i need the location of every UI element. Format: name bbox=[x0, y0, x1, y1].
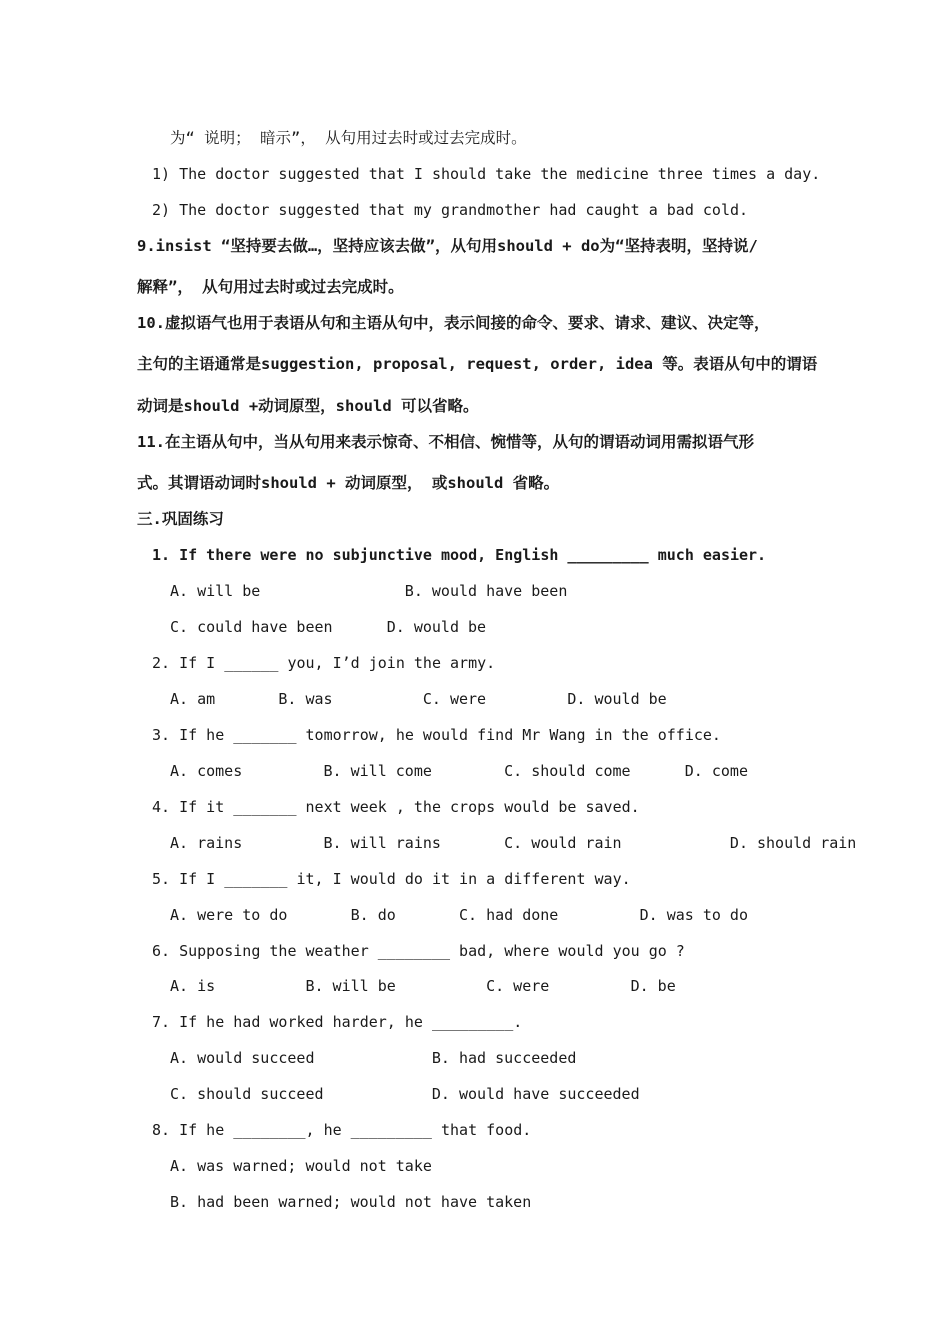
section-heading: 三.巩固练习 bbox=[137, 510, 224, 528]
answer-options: A. am B. was C. were D. would be bbox=[170, 690, 667, 708]
answer-options: C. could have been D. would be bbox=[170, 618, 487, 636]
answer-options: A. were to do B. do C. had done D. was to do bbox=[170, 906, 748, 924]
text-line: 9.insist “坚持要去做…，坚持应该去做”，从句用should + do为“坚持表明，坚持说/ bbox=[137, 237, 758, 255]
question: 4. If it _______ next week , the crops would be saved. bbox=[152, 798, 640, 816]
text-line: 为“ 说明； 暗示”， 从句用过去时或过去完成时。 bbox=[170, 129, 527, 147]
question: 7. If he had worked harder, he _________. bbox=[152, 1013, 523, 1031]
question: 1. If there were no subjunctive mood, English _________ much easier. bbox=[152, 546, 767, 564]
text-line: 动词是should +动词原型，should 可以省略。 bbox=[137, 397, 479, 415]
answer-options: A. comes B. will come C. should come D. come bbox=[170, 762, 748, 780]
question: 5. If I _______ it, I would do it in a different way. bbox=[152, 870, 631, 888]
answer-options: A. will be B. would have been bbox=[170, 582, 568, 600]
text-line: 11.在主语从句中，当从句用来表示惊奇、不相信、惋惜等，从句的谓语动词用需拟语气形 bbox=[137, 433, 754, 451]
answer-options: A. is B. will be C. were D. be bbox=[170, 977, 676, 995]
text-line: 10.虚拟语气也用于表语从句和主语从句中，表示间接的命令、要求、请求、建议、决定等， bbox=[137, 314, 770, 332]
text-line: 主句的主语通常是suggestion, proposal, request, order, idea 等。表语从句中的谓语 bbox=[137, 355, 818, 373]
answer-options: A. was warned; would not take bbox=[170, 1157, 432, 1175]
question: 8. If he ________, he _________ that food. bbox=[152, 1121, 532, 1139]
question: 2. If I ______ you, I’d join the army. bbox=[152, 654, 496, 672]
answer-options: C. should succeed D. would have succeeded bbox=[170, 1085, 640, 1103]
question: 6. Supposing the weather ________ bad, where would you go ? bbox=[152, 942, 685, 960]
text-line: 式。其谓语动词时should + 动词原型， 或should 省略。 bbox=[137, 474, 560, 492]
answer-options: A. would succeed B. had succeeded bbox=[170, 1049, 577, 1067]
text-line: 2) The doctor suggested that my grandmother had caught a bad cold. bbox=[152, 201, 749, 219]
text-line: 1) The doctor suggested that I should take the medicine three times a day. bbox=[152, 165, 821, 183]
answer-options: A. rains B. will rains C. would rain D. should rain bbox=[170, 834, 857, 852]
answer-options: B. had been warned; would not have taken bbox=[170, 1193, 532, 1211]
question: 3. If he _______ tomorrow, he would find Mr Wang in the office. bbox=[152, 726, 721, 744]
text-line: 解释”， 从句用过去时或过去完成时。 bbox=[137, 278, 404, 296]
